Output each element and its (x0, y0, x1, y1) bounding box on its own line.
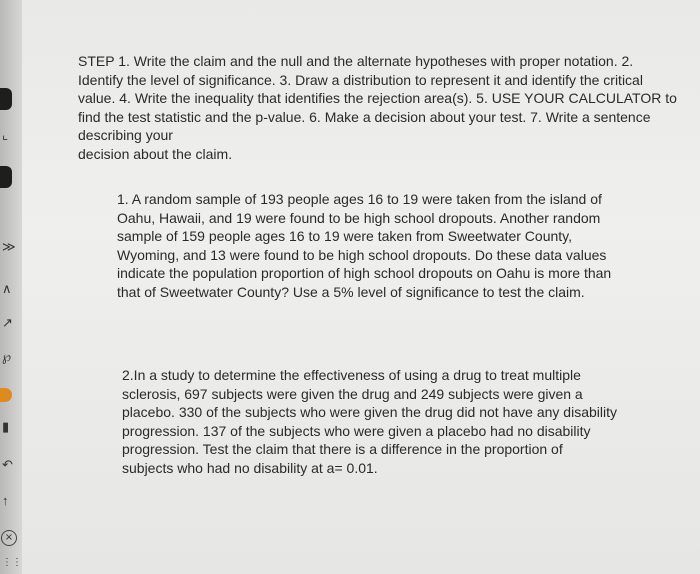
problem-line: placebo. 330 of the subjects who were given the drug did not have any disability (122, 404, 617, 420)
close-circle-icon: × (1, 530, 17, 546)
problem-line: progression. Test the claim that there is a difference in the proportion of (122, 441, 563, 457)
instructions-line: value. 4. Write the inequality that identifies the rejection area(s). 5. USE YOUR CALCULATOR to (78, 90, 677, 106)
problem-1 (117, 190, 611, 301)
problem-line: Oahu, Hawaii, and 19 were found to be high school dropouts. Another random (117, 209, 601, 226)
problem-line: indicate the population proportion of high school dropouts on Oahu is more than (117, 265, 612, 281)
flag-icon: ▮ (2, 419, 10, 434)
problem-line: sample of 159 people ages 16 to 19 were taken from Sweetwater County, (117, 228, 573, 244)
number-icon: ∧ (2, 281, 12, 296)
problem-line: Wyoming, and 13 were found to be high school dropouts. Do these data values (117, 246, 607, 263)
orange-dot-icon (0, 388, 12, 402)
undo-icon: ↶ (2, 457, 13, 472)
dark-tab-mark (0, 166, 12, 188)
arrow-icon: ↗ (2, 315, 13, 330)
problem-line: subjects who had no disability at a= 0.01. (122, 459, 378, 476)
bracket-icon: ⌞ (2, 127, 9, 142)
left-edge-strip (0, 0, 22, 574)
instructions-block (78, 52, 698, 163)
problem-line: sclerosis, 697 subjects were given the drug and 249 subjects were given a (122, 385, 583, 402)
instructions-line: describing your (78, 127, 173, 143)
dark-tab-mark (0, 88, 12, 110)
problem-line: 1. A random sample of 193 people ages 16 to 19 were taken from the island of (117, 191, 602, 207)
pen-icon: ℘ (2, 349, 12, 364)
problem-line: that of Sweetwater County? Use a 5% level of significance to test the claim. (117, 283, 585, 300)
grid-dots-icon: ⋮⋮ (2, 557, 22, 568)
instructions-line: decision about the claim. (78, 145, 233, 162)
instructions-line: Identify the level of significance. 3. Draw a distribution to represent it and identify the critical (78, 71, 643, 88)
problem-line: 2.In a study to determine the effectiveness of using a drug to treat multiple (122, 367, 581, 383)
instructions-line: find the test statistic and the p-value. 6. Make a decision about your test. 7. Write a sentence (78, 108, 651, 125)
problem-2 (122, 366, 617, 477)
split-icon: ≫ (2, 239, 16, 254)
pointer-icon: ↑ (2, 493, 9, 508)
instructions-line: STEP 1. Write the claim and the null and the alternate hypotheses with proper notation. 2. (78, 53, 634, 69)
problem-line: progression. 137 of the subjects who were given a placebo had no disability (122, 422, 591, 439)
